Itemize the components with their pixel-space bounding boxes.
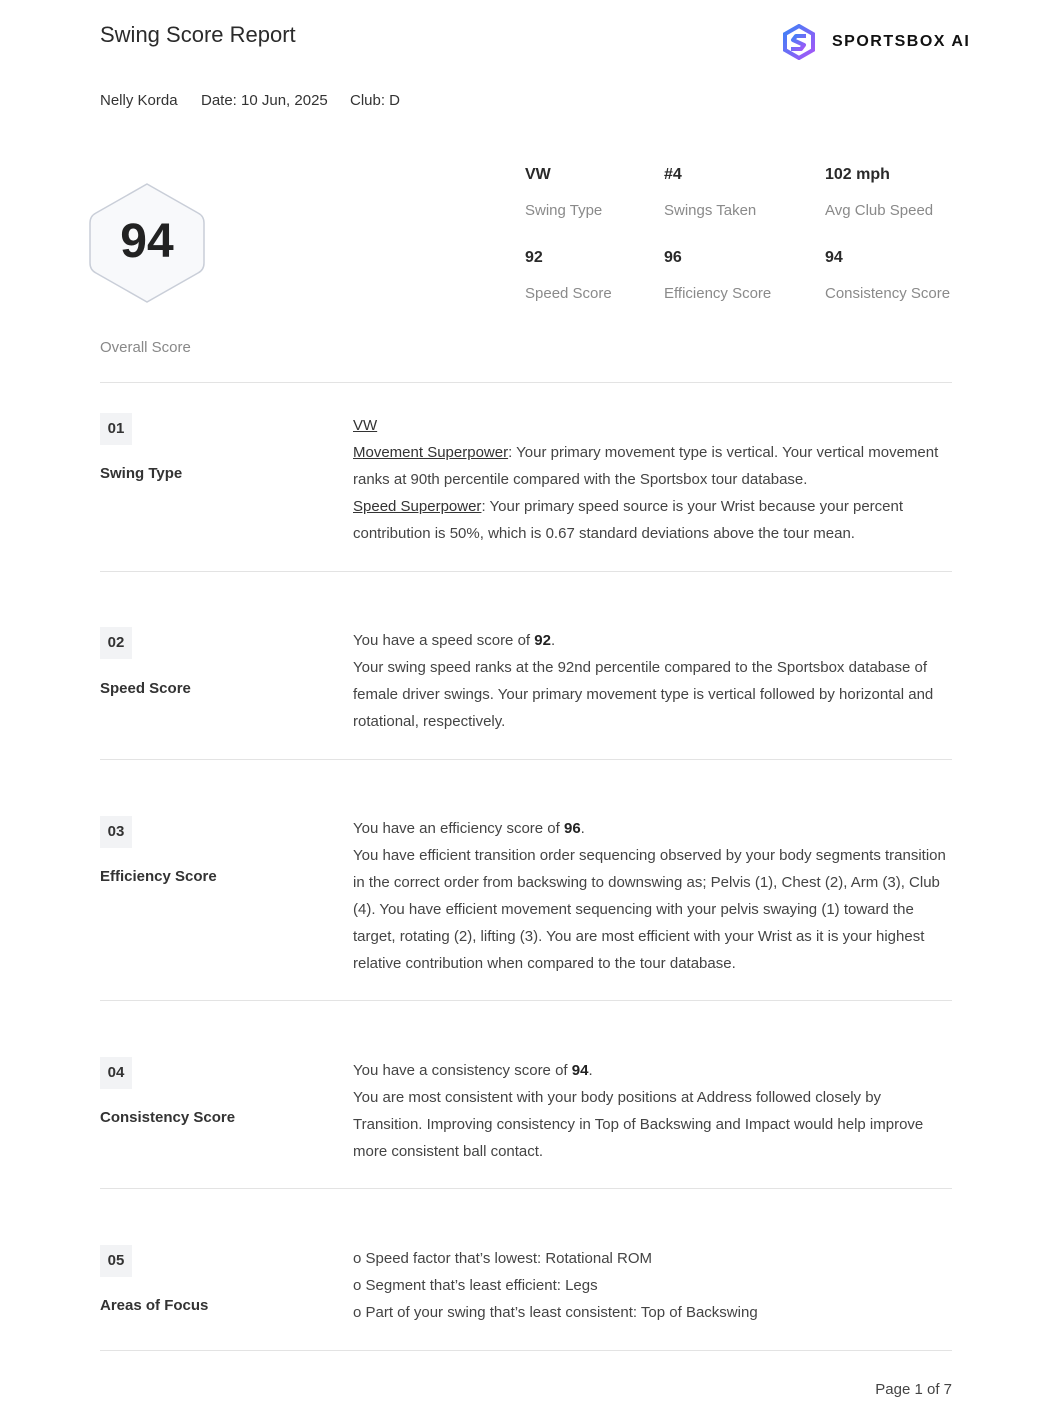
divider: [100, 1000, 952, 1001]
section-body-consistency-score: [353, 1057, 953, 1165]
speed-superpower-text: : Your primary speed source is your Wrist because your percent contribution is 50%, which is 0.67 standard deviations above the tour mean.: [353, 498, 904, 542]
overall-score-value: 94: [120, 215, 174, 268]
divider: [100, 759, 952, 760]
stat-swings-taken-value: #4: [664, 166, 682, 183]
consistency-score-text: You are most consistent with your body positions at Address followed closely by Transition. Improving consistency in Top of Backswing and Impact would help improve more consistent ball contact.: [353, 1089, 924, 1160]
consistency-score-inline: 94: [571, 1062, 589, 1079]
section-number: 04: [100, 1057, 132, 1089]
swing-code: VW: [353, 417, 378, 434]
section-title: Areas of Focus: [100, 1297, 209, 1314]
speed-superpower-label: Speed Superpower: [353, 498, 482, 515]
section-number: 05: [100, 1245, 132, 1277]
stat-consistency-score-value: 94: [825, 249, 843, 266]
section-body-swing-type: [353, 412, 953, 547]
section-title: Efficiency Score: [100, 868, 217, 885]
divider: [100, 571, 952, 572]
section-body-efficiency-score: [353, 815, 953, 977]
section-body-areas-of-focus: [353, 1245, 953, 1326]
stat-swing-type-label: Swing Type: [525, 202, 603, 219]
stat-swings-taken-label: Swings Taken: [664, 202, 757, 219]
player-name: Nelly Korda: [100, 92, 178, 109]
divider: [100, 382, 952, 383]
speed-score-text: Your swing speed ranks at the 92nd percentile compared to the Sportsbox database of female driver swings. Your primary movement type is vertical followed by horizontal and rotational, respectively.: [353, 659, 934, 730]
sportsbox-logo: [782, 24, 970, 60]
efficiency-intro-end: .: [580, 820, 585, 837]
speed-intro-end: .: [550, 632, 556, 649]
logo-text: SPORTSBOX AI: [832, 33, 971, 50]
sportsbox-logo-icon: [782, 24, 816, 60]
stat-club-speed-value: 102 mph: [825, 166, 890, 183]
page-number: Page 1 of 7: [875, 1381, 952, 1398]
report-date: Date: 10 Jun, 2025: [201, 92, 328, 109]
section-number: 02: [100, 627, 132, 659]
stat-club-speed-label: Avg Club Speed: [825, 202, 934, 219]
stat-efficiency-score-label: Efficiency Score: [664, 285, 772, 302]
movement-superpower-text: : Your primary movement type is vertical. Your vertical movement ranks at 90th percentile compared with the Sportsbox tour database.: [353, 444, 939, 488]
efficiency-score-text: You have efficient transition order sequencing observed by your body segments transition in the correct order from backswing to downswing as; Pelvis (1), Chest (2), Arm (3), Club (4). You have efficient movement sequencing with your pelvis swaying (1) toward the target, rotating (2), lifting (3). You are most efficient with your Wrist as it is your highest relative contribution when compared to the tour database.: [353, 847, 946, 972]
consistency-intro-end: .: [588, 1062, 593, 1079]
speed-score-inline: 92: [534, 632, 551, 649]
club: Club: D: [350, 92, 401, 109]
focus-item: o Segment that’s least efficient: Legs: [353, 1277, 598, 1294]
stat-speed-score-label: Speed Score: [525, 285, 612, 302]
stat-efficiency-score-value: 96: [664, 249, 682, 266]
focus-item: o Speed factor that’s lowest: Rotational ROM: [353, 1250, 653, 1267]
stat-swing-type-value: VW: [525, 166, 551, 183]
consistency-intro: You have a consistency score of: [353, 1062, 572, 1079]
stat-speed-score-value: 92: [525, 249, 543, 266]
divider: [100, 1188, 952, 1189]
divider: [100, 1350, 952, 1351]
section-body-speed-score: [353, 627, 953, 735]
report-title: Swing Score Report: [100, 22, 296, 47]
speed-intro: You have a speed score of: [353, 632, 535, 649]
section-number: 01: [100, 413, 132, 445]
section-title: Consistency Score: [100, 1109, 236, 1126]
section-title: Speed Score: [100, 680, 191, 697]
efficiency-intro: You have an efficiency score of: [353, 820, 564, 837]
section-number: 03: [100, 816, 132, 848]
movement-superpower-label: Movement Superpower: [353, 444, 509, 461]
efficiency-score-inline: 96: [563, 820, 581, 837]
overall-score-label: Overall Score: [100, 339, 191, 356]
focus-item: o Part of your swing that’s least consistent: Top of Backswing: [353, 1304, 758, 1321]
section-title: Swing Type: [100, 465, 183, 482]
stat-consistency-score-label: Consistency Score: [825, 285, 951, 302]
